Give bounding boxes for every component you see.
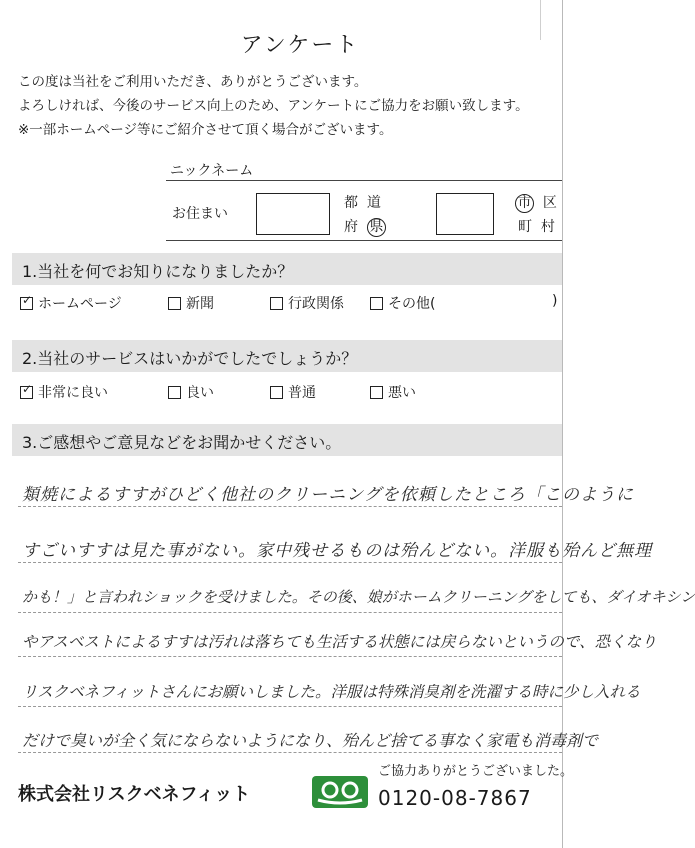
q1-option-government: 行政関係 xyxy=(288,296,344,312)
pref-to: 都 xyxy=(344,195,358,211)
q1-option-homepage: ホームページ xyxy=(38,296,122,312)
q1-checkbox-government[interactable] xyxy=(270,297,283,310)
city-shi-circled: 市 xyxy=(515,194,534,213)
q2-question: 2.当社のサービスはいかがでしたでしょうか？ xyxy=(22,349,358,368)
q2-option-average: 普通 xyxy=(288,385,316,401)
thanks-message: ご協力ありがとうございました。 xyxy=(378,764,574,779)
address-line xyxy=(166,240,562,241)
q2-option-good: 良い xyxy=(186,385,214,401)
q2-checkbox-bad[interactable] xyxy=(370,386,383,399)
free-dial-icon xyxy=(312,776,368,808)
address-label: お住まい xyxy=(172,206,228,222)
city-cho: 町 xyxy=(518,219,532,235)
q1-checkbox-homepage[interactable] xyxy=(20,293,33,310)
comment-rule-1 xyxy=(18,506,562,507)
q1-checkbox-other[interactable] xyxy=(370,297,383,310)
city-ku: 区 xyxy=(542,195,557,211)
comment-rule-3 xyxy=(18,612,562,613)
margin-line xyxy=(562,0,563,848)
form-title: アンケート xyxy=(240,33,360,58)
pref-suffix-bottom xyxy=(344,216,386,237)
q1-option-other: その他( xyxy=(388,296,436,312)
pref-ken-circled: 県 xyxy=(367,218,386,237)
q1-question: 1.当社を何でお知りになりましたか？ xyxy=(22,262,294,281)
pref-suffix-top xyxy=(344,192,381,212)
comment-rule-4 xyxy=(18,656,562,657)
check-mark-icon: ✓ xyxy=(22,293,33,307)
q1-option-newspaper: 新聞 xyxy=(186,296,214,312)
check-mark-icon: ✓ xyxy=(22,382,33,396)
city-suffix-top xyxy=(515,192,557,213)
comment-line-5: リスクベネフィットさんにお願いしました。洋服は特殊消臭剤を洗濯する時に少し入れる xyxy=(22,683,641,701)
company-name: 株式会社リスクベネフィット xyxy=(18,784,251,805)
city-suffix-bottom xyxy=(518,216,555,236)
intro-line-2: よろしければ、今後のサービス向上のため、アンケートにご協力をお願い致します。 xyxy=(18,98,529,114)
q3-question: 3.ご感想やご意見などをお聞かせください。 xyxy=(22,433,342,452)
free-dial-logo xyxy=(312,776,368,808)
intro-line-1: この度は当社をご利用いただき、ありがとうございます。 xyxy=(18,74,368,90)
prefecture-input[interactable] xyxy=(256,193,330,235)
nickname-line xyxy=(166,180,562,181)
q1-other-close-paren: ) xyxy=(552,293,558,309)
comment-line-4: やアスベストによるすすは汚れは落ちても生活する状態には戻らないというので、恐くなり xyxy=(22,633,657,651)
city-input[interactable] xyxy=(436,193,494,235)
q2-option-bad: 悪い xyxy=(388,385,416,401)
comment-line-3: かも！」と言われショックを受けました。その後、娘がホームクリーニングをしても、ダイオキシン xyxy=(22,588,695,606)
q2-checkbox-very-good[interactable] xyxy=(20,382,33,399)
q2-checkbox-good[interactable] xyxy=(168,386,181,399)
q2-option-very-good: 非常に良い xyxy=(38,385,108,401)
city-son: 村 xyxy=(540,219,555,235)
nickname-label: ニックネーム xyxy=(170,163,254,179)
comment-rule-2 xyxy=(18,562,562,563)
comment-rule-6 xyxy=(18,752,562,753)
phone-number[interactable]: 0120-08-7867 xyxy=(378,786,532,810)
comment-line-2: すごいすすは見た事がない。家中残せるものは殆んどない。洋服も殆んど無理 xyxy=(22,541,653,561)
comment-line-6: だけで臭いが全く気にならないようになり、殆んど捨てる事なく家電も消毒剤で xyxy=(22,731,599,750)
q2-checkbox-average[interactable] xyxy=(270,386,283,399)
comment-rule-5 xyxy=(18,706,562,707)
q1-checkbox-newspaper[interactable] xyxy=(168,297,181,310)
pref-do: 道 xyxy=(366,195,381,211)
intro-line-3: ※一部ホームページ等にご紹介させて頂く場合がございます。 xyxy=(18,122,393,138)
pref-fu: 府 xyxy=(344,219,358,235)
comment-line-1: 類焼によるすすがひどく他社のクリーニングを依頼したところ「このように xyxy=(22,485,634,505)
